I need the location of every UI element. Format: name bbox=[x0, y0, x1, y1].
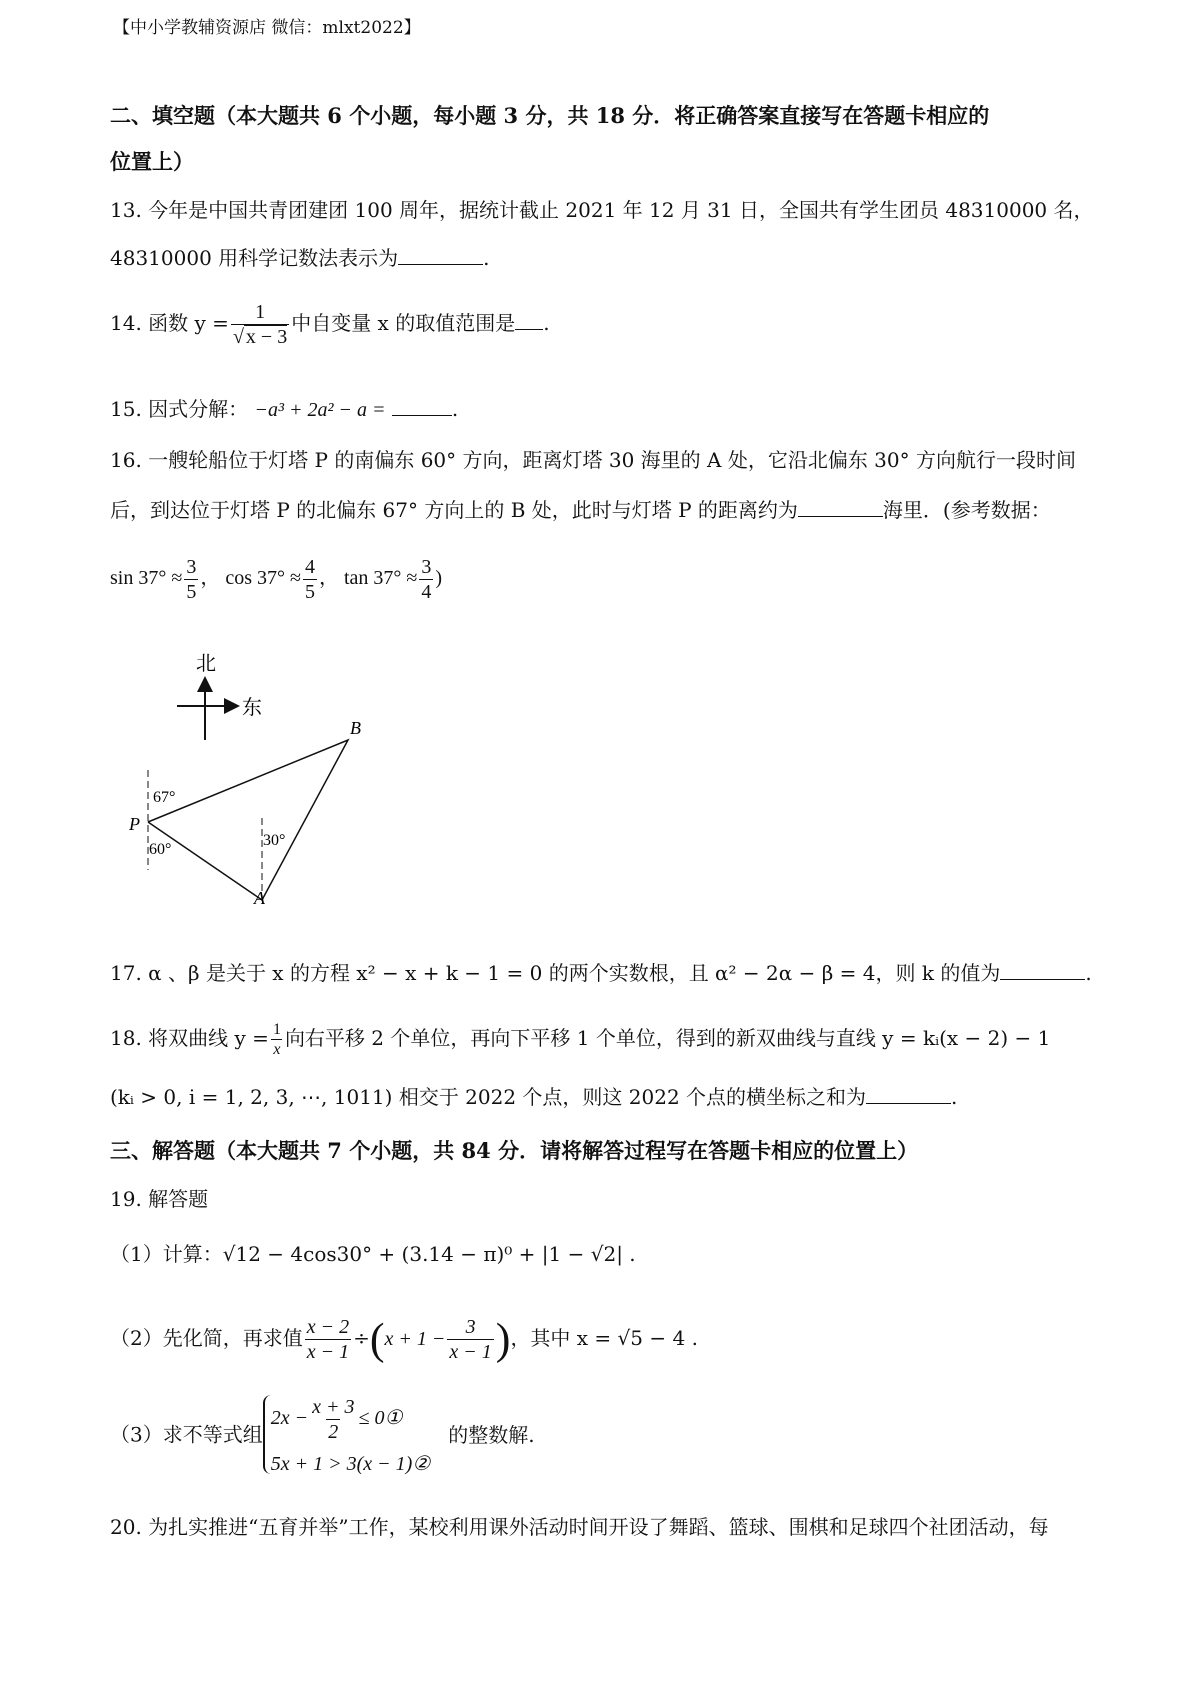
q14-fraction: $\frac{1}{√ x - 3}$ bbox=[232, 301, 288, 348]
q18-pre: 18. 将双曲线 y = bbox=[110, 1026, 269, 1051]
q18-line2: (kᵢ > 0, i = 1, 2, 3, ⋯, 1011) 相交于 2022 个点，则这 2022 个点的横坐标之和为 . bbox=[110, 1085, 958, 1109]
denominator: 2 bbox=[328, 1421, 339, 1443]
q19-p2-post: ，其中 x = √5 − 4 . bbox=[510, 1326, 698, 1350]
q15-pre: 15. 因式分解： bbox=[110, 397, 249, 421]
q19-part2: （2）先化简，再求值 $\frac{x - 2}{x - 1}$ ÷(x + 1 − $\frac{3}{x - 1}$ )，其中 x = √5 − 4 . bbox=[110, 1314, 698, 1364]
section-3-title: 三、解答题（本大题共 7 个小题，共 84 分．请将解答过程写在答题卡相应的位置上） bbox=[110, 1138, 919, 1163]
triangle-pab bbox=[148, 740, 348, 900]
q16-line1: 16. 一艘轮船位于灯塔 P 的南偏东 60° 方向，距离灯塔 30 海里的 A 处，它沿北偏东 30° 方向航行一段时间 bbox=[110, 448, 1076, 472]
answer-blank bbox=[1000, 961, 1085, 980]
answer-blank bbox=[398, 246, 483, 265]
q19-p2-pre: （2）先化简，再求值 bbox=[110, 1326, 303, 1350]
ineq-2: 5x + 1 > 3(x − 1)② bbox=[270, 1453, 431, 1475]
q20: 20. 为扎实推进“五育并举”工作，某校利用课外活动时间开设了舞蹈、篮球、围棋和足球四个社团活动，每 bbox=[110, 1515, 1049, 1539]
q18-text: 向右平移 2 个单位，再向下平移 1 个单位，得到的新双曲线与直线 y = kᵢ(x − 2) − 1 bbox=[284, 1026, 1051, 1051]
point-a-label: A bbox=[254, 888, 265, 908]
numerator: x − 2 bbox=[306, 1316, 350, 1338]
q19-part1: （1）计算：√12 − 4cos30° + (3.14 − π)⁰ + |1 − √2| . bbox=[110, 1242, 636, 1266]
section-2-title: 二、填空题（本大题共 6 个小题，每小题 3 分，共 18 分．将正确答案直接写在答题卡相应的 bbox=[110, 103, 990, 128]
q16-text-end: 海里．(参考数据： bbox=[882, 498, 1051, 522]
numerator: 3 bbox=[465, 1316, 476, 1338]
q15: 15. 因式分解： −a³ + 2a² − a = . bbox=[110, 397, 459, 421]
denominator: 5 bbox=[304, 581, 315, 603]
divide-sign: ÷ bbox=[353, 1326, 370, 1350]
point-p-label: P bbox=[129, 814, 140, 834]
numerator: 1 bbox=[255, 301, 266, 323]
q17: 17. α 、β 是关于 x 的方程 x² − x + k − 1 = 0 的两个实数根，且 α² − 2α − β = 4，则 k 的值为 . bbox=[110, 961, 1092, 985]
point-b-label: B bbox=[350, 718, 361, 738]
q14-pre: 14. 函数 y = bbox=[110, 311, 229, 335]
q16-text: 后，到达位于灯塔 P 的北偏东 67° 方向上的 B 处，此时与灯塔 P 的距离约为 bbox=[110, 498, 798, 522]
q19-p3-post: 的整数解. bbox=[448, 1422, 535, 1447]
q19-title: 19. 解答题 bbox=[110, 1187, 209, 1211]
angle-30-label: 30° bbox=[263, 832, 286, 849]
page-header: 【中小学教辅资源店 微信：mlxt2022】 bbox=[113, 18, 421, 38]
tan-label: ， tan 37° ≈ bbox=[318, 567, 418, 590]
q18-line1 bbox=[110, 1020, 1050, 1059]
q14-post: 中自变量 x 的取值范围是 bbox=[291, 311, 516, 335]
cos-label: ， cos 37° ≈ bbox=[200, 567, 301, 590]
answer-blank bbox=[515, 311, 543, 330]
numerator: 4 bbox=[304, 556, 315, 578]
numerator: 1 bbox=[272, 1021, 281, 1038]
q18-text-2: (kᵢ > 0, i = 1, 2, 3, ⋯, 1011) 相交于 2022 个点，则这 2022 个点的横坐标之和为 bbox=[110, 1085, 867, 1109]
numerator: 3 bbox=[186, 556, 197, 578]
q16-reference-data bbox=[110, 555, 442, 604]
ineq-1a: 2x − bbox=[270, 1407, 309, 1430]
denominator: x bbox=[273, 1041, 281, 1059]
answer-blank bbox=[798, 498, 883, 517]
q19-part3 bbox=[110, 1395, 535, 1474]
angle-60-label: 60° bbox=[149, 841, 172, 858]
denominator: x − 1 bbox=[449, 1341, 492, 1363]
sin-label: sin 37° ≈ bbox=[110, 567, 183, 590]
north-label: 北 bbox=[196, 653, 216, 675]
q19-p3-pre: （3）求不等式组 bbox=[110, 1422, 263, 1447]
angle-67-label: 67° bbox=[153, 789, 176, 806]
q16-line2 bbox=[110, 498, 1051, 520]
numerator: x + 3 bbox=[312, 1396, 355, 1418]
q17-text: 17. α 、β 是关于 x 的方程 x² − x + k − 1 = 0 的两个实数根，且 α² − 2α − β = 4，则 k 的值为 bbox=[110, 961, 1001, 985]
q15-expression: −a³ + 2a² − a = bbox=[254, 399, 386, 421]
denominator: 5 bbox=[186, 581, 197, 603]
ineq-1b: ≤ 0① bbox=[358, 1407, 403, 1430]
q13-text: 48310000 用科学记数法表示为 bbox=[110, 246, 399, 270]
denominator: 4 bbox=[421, 581, 432, 603]
q14: 14. 函数 y = $\frac{1}{√ x - 3}$ 中自变量 x 的取值范围是 . bbox=[110, 301, 550, 348]
q13-line2: 48310000 用科学记数法表示为 . bbox=[110, 246, 490, 270]
denominator: x − 1 bbox=[306, 1341, 350, 1363]
q19-p2-inner: x + 1 − bbox=[384, 1328, 446, 1350]
numerator: 3 bbox=[421, 556, 432, 578]
east-label: 东 bbox=[242, 697, 262, 719]
inequality-system bbox=[263, 1395, 431, 1474]
q13-line1: 13. 今年是中国共青团建团 100 周年，据统计截止 2021 年 12 月 31 日，全国共有学生团员 48310000 名， bbox=[110, 198, 1094, 222]
close-paren: ) bbox=[435, 567, 443, 590]
section-2-title-cont: 位置上） bbox=[110, 149, 194, 174]
denominator: x − 3 bbox=[245, 326, 288, 348]
lighthouse-diagram bbox=[0, 640, 420, 920]
answer-blank bbox=[866, 1085, 951, 1104]
answer-blank bbox=[392, 397, 452, 416]
